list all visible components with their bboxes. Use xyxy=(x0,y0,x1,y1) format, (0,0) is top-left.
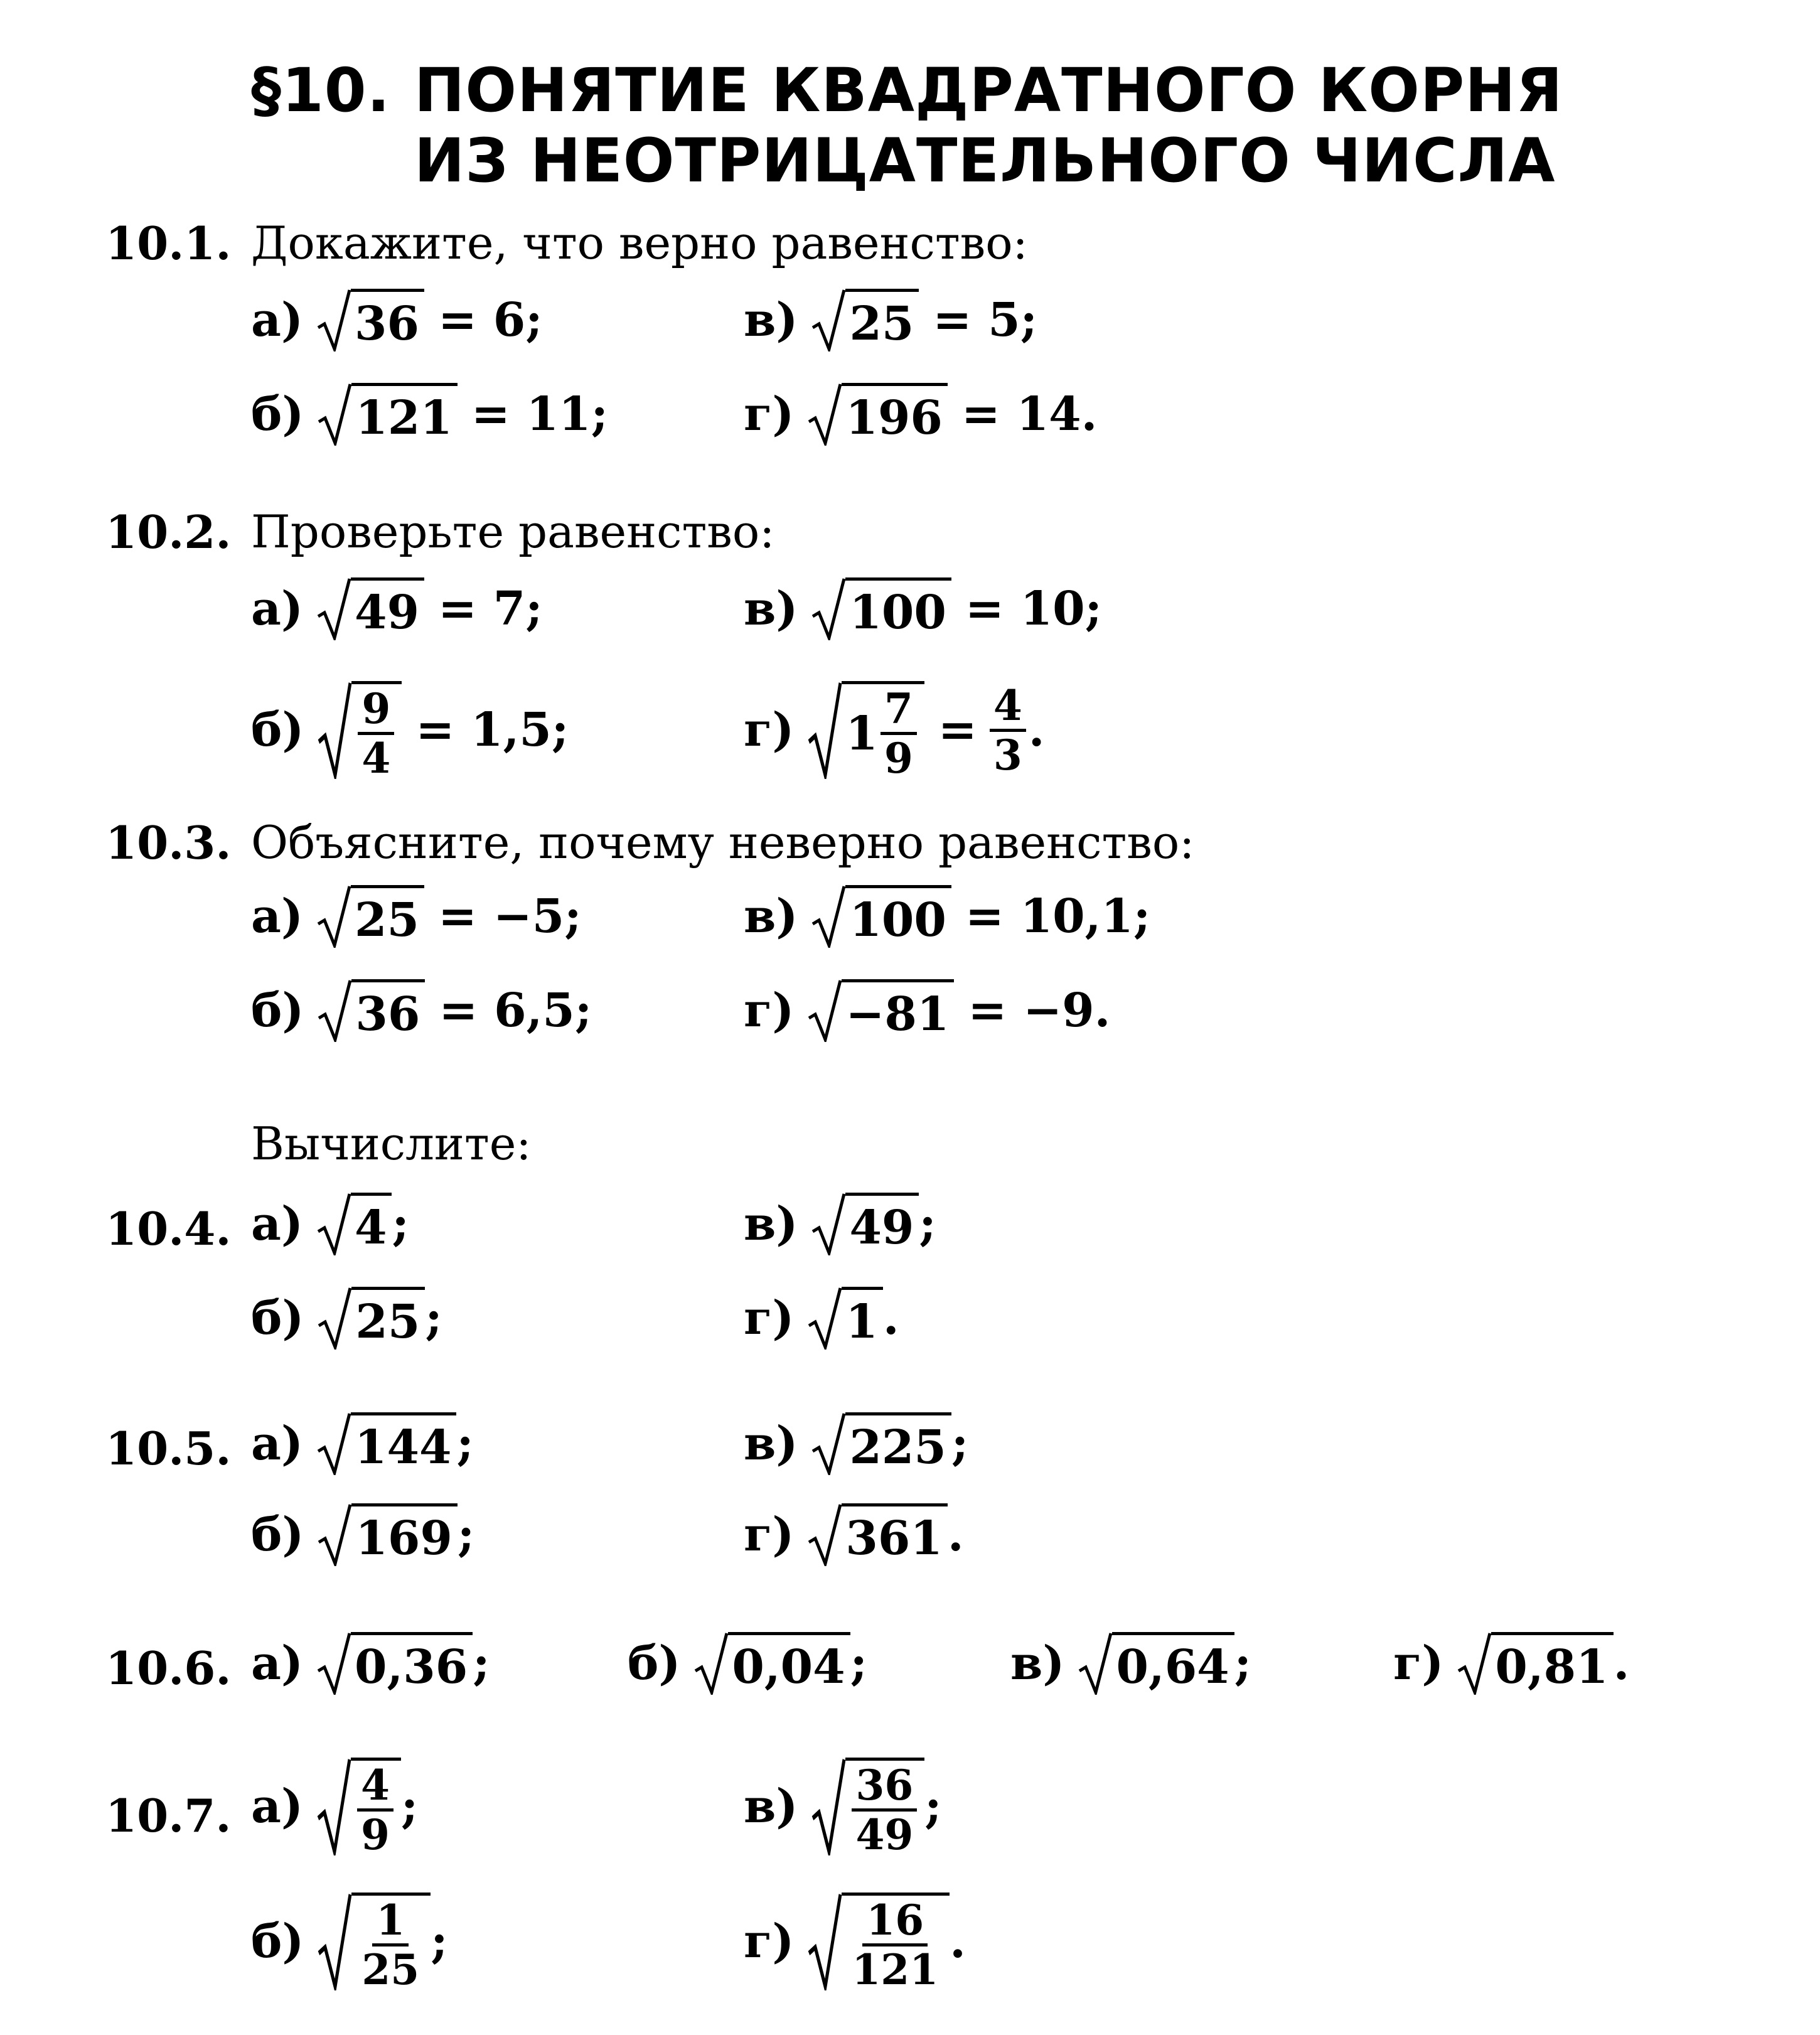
item-result: . xyxy=(950,1914,966,1968)
radical-sign-icon xyxy=(811,885,845,948)
radicand: 25 xyxy=(355,1294,420,1349)
item-label: в) xyxy=(744,889,798,943)
radical-sign-icon xyxy=(811,289,845,352)
radical-sign-icon xyxy=(318,383,351,446)
problem-number: 10.3. xyxy=(105,816,232,869)
item-label: б) xyxy=(251,387,304,441)
problem-number: 10.5. xyxy=(105,1422,232,1475)
item-label: г) xyxy=(744,1508,795,1562)
item-label: а) xyxy=(251,1636,303,1690)
square-root xyxy=(808,979,954,1042)
square-root xyxy=(811,1412,951,1475)
item-10-2-v xyxy=(744,577,1102,640)
item-result xyxy=(938,680,1045,780)
item-result: = 7; xyxy=(437,582,543,636)
item-result: ; xyxy=(473,1636,490,1690)
item-10-7-a xyxy=(251,1758,419,1859)
item-10-5-v xyxy=(744,1412,968,1475)
item-result: ; xyxy=(951,1417,969,1471)
square-root xyxy=(811,1758,924,1859)
item-10-7-g xyxy=(744,1893,966,1994)
square-root xyxy=(808,1893,950,1994)
problem-instruction: Объясните, почему неверно равенство: xyxy=(251,816,1195,869)
item-label: а) xyxy=(251,889,303,943)
square-root xyxy=(1457,1632,1613,1695)
radicand: 25 xyxy=(849,296,914,351)
item-result: ; xyxy=(457,1508,475,1562)
item-result: = −9. xyxy=(968,984,1111,1038)
square-root xyxy=(317,1758,401,1859)
problem-instruction: Докажите, что верно равенство: xyxy=(251,217,1028,269)
numerator: 1 xyxy=(372,1899,409,1946)
radical-sign-icon xyxy=(694,1632,728,1695)
item-label: в) xyxy=(1010,1636,1065,1690)
radical-sign-icon xyxy=(808,681,842,779)
item-10-4-g xyxy=(744,1287,899,1350)
square-root xyxy=(317,577,424,640)
square-root xyxy=(1078,1632,1234,1695)
radical-sign-icon xyxy=(317,1412,351,1475)
numerator: 7 xyxy=(881,688,917,735)
item-result: ; xyxy=(400,1780,419,1834)
radical-sign-icon xyxy=(811,1758,845,1855)
item-result: = 10,1; xyxy=(965,889,1151,943)
radicand: 0,04 xyxy=(732,1640,845,1694)
item-result: = 14. xyxy=(961,387,1098,441)
item-label: в) xyxy=(744,1197,798,1251)
radical-sign-icon xyxy=(1457,1632,1491,1695)
item-10-2-b xyxy=(251,681,569,783)
radical-sign-icon xyxy=(808,1893,842,1990)
denominator: 49 xyxy=(855,1810,914,1859)
item-label: г) xyxy=(744,984,795,1038)
radicand: 196 xyxy=(845,390,943,445)
item-10-1-a xyxy=(251,289,543,352)
end-punctuation: . xyxy=(1028,703,1045,757)
item-label: г) xyxy=(1393,1636,1444,1690)
square-root xyxy=(811,289,919,352)
square-root xyxy=(811,1193,919,1255)
item-label: в) xyxy=(744,1417,798,1471)
heading-line-2: ИЗ НЕОТРИЦАТЕЛЬНОГО ЧИСЛА xyxy=(414,126,1556,196)
item-10-3-g xyxy=(744,979,1110,1042)
item-10-6-b xyxy=(628,1632,867,1695)
problem-number: 10.2. xyxy=(105,505,232,559)
item-10-6-v xyxy=(1010,1632,1251,1695)
square-root xyxy=(318,979,425,1042)
numerator: 4 xyxy=(990,685,1026,732)
denominator: 9 xyxy=(360,1810,390,1859)
fraction xyxy=(881,684,917,783)
item-10-5-a xyxy=(251,1412,474,1475)
item-result: ; xyxy=(392,1197,409,1251)
heading-line-1: ПОНЯТИЕ КВАДРАТНОГО КОРНЯ xyxy=(414,55,1563,126)
radicand: 0,36 xyxy=(354,1640,468,1694)
item-result: . xyxy=(1613,1636,1630,1690)
fraction xyxy=(852,1761,917,1859)
fraction xyxy=(358,684,394,783)
item-label: в) xyxy=(744,1780,798,1834)
item-result: ; xyxy=(919,1197,936,1251)
item-result: = 1,5; xyxy=(415,703,569,757)
radical-sign-icon xyxy=(318,681,351,779)
radicand: 144 xyxy=(354,1420,452,1474)
item-10-1-b xyxy=(251,383,608,446)
item-10-7-b xyxy=(251,1893,448,1994)
square-root xyxy=(318,1503,457,1566)
radical-sign-icon xyxy=(808,1503,842,1566)
item-label: а) xyxy=(251,293,303,347)
problem-instruction: Проверьте равенство: xyxy=(251,505,775,558)
item-label: в) xyxy=(744,582,798,636)
radicand: 0,64 xyxy=(1116,1640,1229,1694)
result-fraction xyxy=(990,680,1026,780)
item-10-3-v xyxy=(744,885,1150,948)
item-label: б) xyxy=(251,1508,304,1562)
radicand: 361 xyxy=(845,1511,943,1565)
item-label: а) xyxy=(251,1197,303,1251)
radical-sign-icon xyxy=(318,1893,351,1990)
radicand: 100 xyxy=(849,585,946,640)
item-10-4-a xyxy=(251,1193,409,1255)
denominator: 4 xyxy=(361,734,391,783)
radicand: −81 xyxy=(845,987,950,1041)
fraction xyxy=(357,1761,393,1859)
radicand: 36 xyxy=(354,296,419,351)
item-label: а) xyxy=(251,1780,303,1834)
radicand: 36 xyxy=(355,987,420,1041)
radical-sign-icon xyxy=(811,577,845,640)
square-root xyxy=(318,1287,425,1350)
denominator: 121 xyxy=(852,1945,939,1994)
numerator: 16 xyxy=(862,1899,928,1946)
item-10-1-g xyxy=(744,383,1097,446)
section-number: §10. xyxy=(251,55,391,126)
item-label: г) xyxy=(744,703,795,757)
square-root xyxy=(694,1632,850,1695)
item-10-2-a xyxy=(251,577,543,640)
radical-sign-icon xyxy=(808,979,842,1042)
fraction xyxy=(848,1896,942,1994)
item-label: б) xyxy=(251,703,304,757)
item-10-1-v xyxy=(744,289,1037,352)
square-root xyxy=(317,289,424,352)
item-10-3-b xyxy=(251,979,592,1042)
item-result: = 10; xyxy=(965,582,1102,636)
item-label: б) xyxy=(628,1636,681,1690)
radicand: 100 xyxy=(849,893,946,947)
radical-sign-icon xyxy=(317,1758,351,1855)
item-result: . xyxy=(947,1508,964,1562)
item-result: ; xyxy=(431,1914,448,1968)
item-result: ; xyxy=(1234,1636,1251,1690)
radicand: 121 xyxy=(355,390,452,445)
radicand: 49 xyxy=(849,1200,914,1255)
item-label: г) xyxy=(744,1914,795,1968)
item-10-5-g xyxy=(744,1503,964,1566)
radicand: 1 xyxy=(845,1294,878,1349)
item-result: = 6,5; xyxy=(439,984,592,1038)
radical-sign-icon xyxy=(318,1287,351,1350)
problem-number: 10.1. xyxy=(105,217,232,270)
item-label: б) xyxy=(251,1914,304,1968)
square-root xyxy=(808,383,947,446)
radical-sign-icon xyxy=(808,383,842,446)
item-10-6-a xyxy=(251,1632,490,1695)
problem-number: 10.6. xyxy=(105,1641,232,1695)
item-10-2-g xyxy=(744,680,1045,783)
radical-sign-icon xyxy=(317,577,351,640)
item-result: ; xyxy=(456,1417,474,1471)
item-result: ; xyxy=(425,1291,442,1345)
item-result: ; xyxy=(924,1780,942,1834)
item-result: ; xyxy=(850,1636,867,1690)
radicand: 225 xyxy=(849,1420,946,1474)
radical-sign-icon xyxy=(811,1412,845,1475)
radical-sign-icon xyxy=(808,1287,842,1350)
square-root xyxy=(318,1893,431,1994)
radical-sign-icon xyxy=(318,979,351,1042)
item-result: = 6; xyxy=(437,293,543,347)
item-10-6-g xyxy=(1393,1632,1629,1695)
square-root xyxy=(811,577,951,640)
item-label: б) xyxy=(251,1291,304,1345)
item-10-5-b xyxy=(251,1503,474,1566)
square-root xyxy=(811,885,951,948)
square-root xyxy=(808,681,924,783)
radical-sign-icon xyxy=(317,289,351,352)
radical-sign-icon xyxy=(317,885,351,948)
item-result: = −5; xyxy=(437,889,582,943)
item-label: б) xyxy=(251,984,304,1038)
denominator: 3 xyxy=(993,730,1022,780)
radicand: 25 xyxy=(354,893,419,947)
compute-heading: Вычислите: xyxy=(251,1117,532,1170)
item-label: г) xyxy=(744,1291,795,1345)
radicand: 4 xyxy=(354,1200,387,1255)
numerator: 36 xyxy=(852,1764,917,1812)
square-root xyxy=(317,885,424,948)
problem-number: 10.7. xyxy=(105,1789,232,1842)
square-root xyxy=(808,1287,883,1350)
radical-sign-icon xyxy=(318,1503,351,1566)
item-label: а) xyxy=(251,1417,303,1471)
square-root xyxy=(317,1412,456,1475)
square-root xyxy=(318,681,402,783)
item-label: г) xyxy=(744,387,795,441)
square-root xyxy=(317,1632,473,1695)
radical-sign-icon xyxy=(1078,1632,1112,1695)
numerator: 9 xyxy=(358,688,394,735)
item-10-4-v xyxy=(744,1193,936,1255)
radical-sign-icon xyxy=(317,1193,351,1255)
radicand: 49 xyxy=(354,585,419,640)
item-10-3-a xyxy=(251,885,582,948)
square-root xyxy=(808,1503,947,1566)
item-result: . xyxy=(882,1291,899,1345)
item-10-4-b xyxy=(251,1287,442,1350)
item-label: в) xyxy=(744,293,798,347)
radicand: 169 xyxy=(355,1511,452,1565)
radical-sign-icon xyxy=(317,1632,351,1695)
radical-sign-icon xyxy=(811,1193,845,1255)
numerator: 4 xyxy=(357,1764,393,1812)
item-result: = 5; xyxy=(933,293,1037,347)
denominator: 9 xyxy=(884,734,913,783)
mixed-whole: 1 xyxy=(845,706,878,761)
item-result: = 11; xyxy=(471,387,608,441)
denominator: 25 xyxy=(361,1945,420,1994)
square-root xyxy=(318,383,457,446)
radicand: 0,81 xyxy=(1495,1640,1609,1694)
item-label: а) xyxy=(251,582,303,636)
item-10-7-v xyxy=(744,1758,942,1859)
equals-sign: = xyxy=(938,703,977,757)
square-root xyxy=(317,1193,392,1255)
problem-number: 10.4. xyxy=(105,1202,232,1255)
fraction xyxy=(358,1896,423,1994)
